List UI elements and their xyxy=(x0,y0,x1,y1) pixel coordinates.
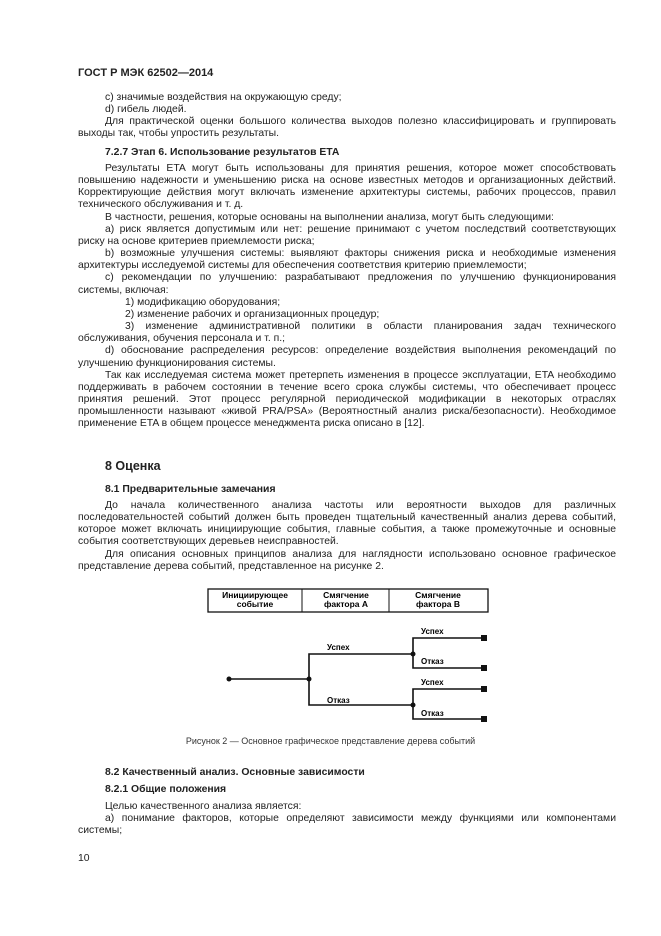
text-block xyxy=(78,500,616,573)
section-heading-8-1: 8.1 Предварительные замечания xyxy=(105,484,276,495)
list-item: d) обоснование распределения ресурсов: определение воздействия выполнения рекомендаций по улучшению функционирования системы. xyxy=(78,345,616,369)
list-item: c) рекомендации по улучшению: разрабатывают предложения по улучшению функционирования системы, включая: xyxy=(78,272,616,296)
col-initiating-event: Инициирующее событие xyxy=(222,590,288,609)
list-item: a) понимание факторов, которые определяют зависимости между функциями или компонентами системы; xyxy=(78,813,616,837)
label-success: Успех xyxy=(421,678,444,687)
list-item: b) возможные улучшения системы: выявляют факторы снижения риска и необходимые изменения архитектуры исследуемой системы для обеспечения соответствия критерию приемлемости; xyxy=(78,248,616,272)
label-failure: Отказ xyxy=(421,657,444,666)
col-factor-b: Смягчение фактора B xyxy=(415,590,461,609)
paragraph: Для практической оценки большого количества выходов полезно классифицировать и группировать выходы так, чтобы упростить результаты. xyxy=(78,116,616,140)
paragraph: Для описания основных принципов анализа для наглядности использовано основное графическое представление дерева событий, представленное на рисунке 2. xyxy=(78,548,616,572)
page-number: 10 xyxy=(78,853,90,864)
list-item: c) значимые воздействия на окружающую среду; xyxy=(105,92,342,103)
text-block xyxy=(78,801,616,837)
paragraph: Результаты ETA могут быть использованы для принятия решения, которое может способствовать повышению надежности и уменьшению риска на основе известных методов и организационных действий. Корректирующие действия могут включать изменение архитектуры системы, рабочих процессов, правил технического обслуживания и т. д. xyxy=(78,163,616,211)
figure-caption: Рисунок 2 — Основное графическое представление дерева событий xyxy=(185,736,476,746)
document-header: ГОСТ Р МЭК 62502—2014 xyxy=(78,67,214,79)
paragraph: До начала количественного анализа частоты или вероятности выходов для различных последовательностей событий должен быть проведен тщательный качественный анализ дерева событий, которое может включать инициирующие события, главные события, а также промежуточные и основные события соответствующих деревьев неисправностей. xyxy=(78,500,616,548)
text-block xyxy=(78,92,616,141)
list-item: 1) модификацию оборудования; xyxy=(125,296,281,308)
text-block xyxy=(78,163,616,430)
list-item: d) гибель людей. xyxy=(105,104,187,116)
col-factor-a: Смягчение фактора A xyxy=(323,590,369,609)
section-heading-8-2-1: 8.2.1 Общие положения xyxy=(105,784,227,795)
list-item: a) риск является допустимым или нет: решение принимают с учетом последствий соответствующих риску на основе критериев приемлемости риска; xyxy=(78,223,616,247)
section-heading-8-2: 8.2 Качественный анализ. Основные зависимости xyxy=(105,767,365,778)
section-heading-8: 8 Оценка xyxy=(105,459,161,473)
list-item: 2) изменение рабочих и организационных процедур; xyxy=(125,308,380,320)
event-tree-figure xyxy=(200,585,500,730)
list-item: 3) изменение административной политики в области планирования задач технического обслуживания, обучения персонала и т. п.; xyxy=(78,321,616,345)
label-failure: Отказ xyxy=(421,709,444,718)
section-heading-7-2-7: 7.2.7 Этап 6. Использование результатов ETA xyxy=(105,147,340,158)
paragraph: Целью качественного анализа является: xyxy=(105,801,302,812)
label-failure: Отказ xyxy=(327,696,350,705)
paragraph: В частности, решения, которые основаны на выполнении анализа, могут быть следующими: xyxy=(105,211,554,223)
paragraph: Так как исследуемая система может претерпеть изменения в процессе эксплуатации, ETA необходимо поддерживать в рабочем состоянии в течение всего срока службы системы, что обеспечивает процесс принятия решений. Этот процесс регулярной периодической модификации в некоторых отраслях промышленности называют «живой PRA/PSA» (Вероятностный анализ риска/безопасности). Необходимое применение ETA в общем процессе менеджмента риска описано в [12]. xyxy=(78,369,616,430)
label-success: Успех xyxy=(421,627,444,636)
label-success: Успех xyxy=(327,643,350,652)
tree-lines xyxy=(229,638,484,719)
